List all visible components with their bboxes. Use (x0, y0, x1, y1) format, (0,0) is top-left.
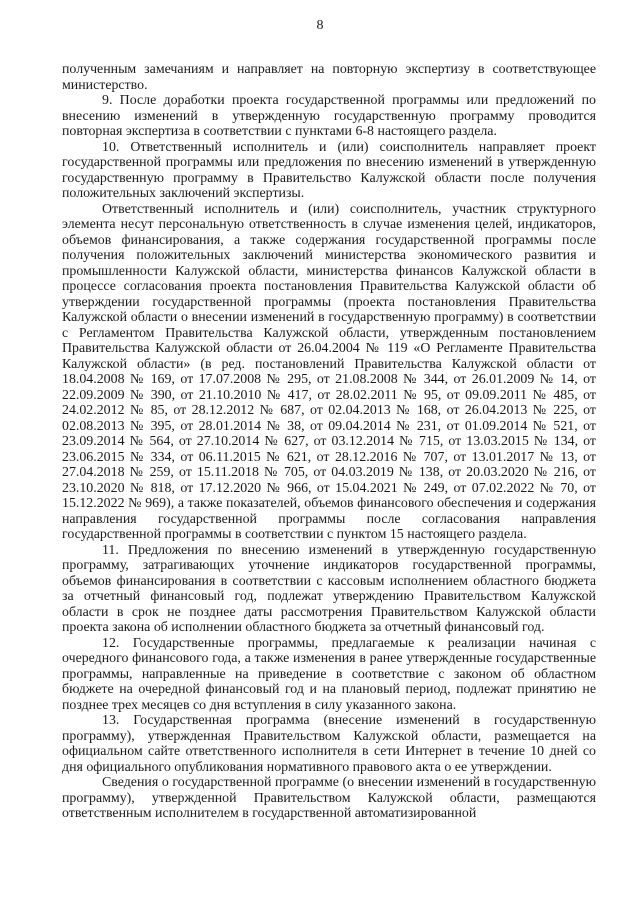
paragraph-information: Сведения о государственной программе (о внесении изменений в государственную программу), утвержденной Правительством Калужской области, размещаются ответственным исполнителем в государственной автоматизированной (62, 775, 596, 821)
paragraph-responsibility: Ответственный исполнитель и (или) соисполнитель, участник структурного элемента несут персональную ответственность в случае изменения целей, индикаторов, объемов финансирования, а также содержания государственной программы после получения положительных заключений министерства экономического развития и промышленности Калужской области, министерства финансов Калужской области в процессе согласования проекта постановления Правительства Калужской области об утверждении государственной программы (проекта постановления Правительства Калужской области о внесении изменений в государственную программу) в соответствии с Регламентом Правительства Калужской области, утвержденным постановлением Правительства Калужской области от 26.04.2004 № 119 «О Регламенте Правительства Калужской области» (в ред. постановлений Правительства Калужской области от 18.04.2008 № 169, от 17.07.2008 № 295, от 21.08.2008 № 344, от 26.01.2009 № 14, от 22.09.2009 № 390, от 21.10.2010 № 417, от 28.02.2011 № 95, от 09.09.2011 № 485, от 24.02.2012 № 85, от 28.12.2012 № 687, от 02.04.2013 № 168, от 26.04.2013 № 225, от 02.08.2013 № 395, от 28.01.2014 № 38, от 09.04.2014 № 231, от 01.09.2014 № 521, от 23.09.2014 № 564, от 27.10.2014 № 627, от 03.12.2014 № 715, от 13.03.2015 № 134, от 23.06.2015 № 334, от 06.11.2015 № 621, от 28.12.2016 № 707, от 13.01.2017 № 13, от 27.04.2018 № 259, от 15.11.2018 № 705, от 04.03.2019 № 138, от 20.03.2020 № 216, от 23.10.2020 № 818, от 17.12.2020 № 966, от 15.04.2021 № 249, от 07.02.2022 № 70, от 15.12.2022 № 969), а также показателей, объемов финансового обеспечения и содержания направления государственной программы после согласования направления государственной программы в соответствии с пунктом 15 настоящего раздела. (62, 201, 596, 542)
paragraph-continuation: полученным замечаниям и направляет на повторную экспертизу в соответствующее министерство. (62, 62, 596, 93)
paragraph-item-9: 9. После доработки проекта государственной программы или предложений по внесению изменений в утвержденную государственную программу проводится повторная экспертиза в соответствии с пунктами 6-8 настоящего раздела. (62, 93, 596, 139)
paragraph-item-13: 13. Государственная программа (внесение изменений в государственную программу), утвержденная Правительством Калужской области, размещается на официальном сайте ответственного исполнителя в сети Интернет в течение 10 дней со дня официального опубликования нормативного правового акта о ее утверждении. (62, 713, 596, 775)
paragraph-item-11: 11. Предложения по внесению изменений в утвержденную государственную программу, затрагивающих уточнение индикаторов государственной программы, объемов финансирования в соответствии с кассовым исполнением областного бюджета за отчетный финансовый год, подлежат утверждению Правительством Калужской области в срок не позднее даты рассмотрения Правительством Калужской области проекта закона об исполнении областного бюджета за отчетный финансовый год. (62, 542, 596, 635)
paragraph-item-10: 10. Ответственный исполнитель и (или) соисполнитель направляет проект государственной программы или предложения по внесению изменений в утвержденную государственную программу в Правительство Калужской области после получения положительных заключений экспертизы. (62, 139, 596, 201)
document-body (62, 62, 596, 822)
page-number: 8 (316, 18, 324, 33)
paragraph-item-12: 12. Государственные программы, предлагаемые к реализации начиная с очередного финансового года, а также изменения в ранее утвержденные государственные программы, направленные на приведение в соответствие с законом об областном бюджете на очередной финансовый год и на плановый период, подлежат принятию не позднее трех месяцев со дня вступления в силу указанного закона. (62, 635, 596, 713)
